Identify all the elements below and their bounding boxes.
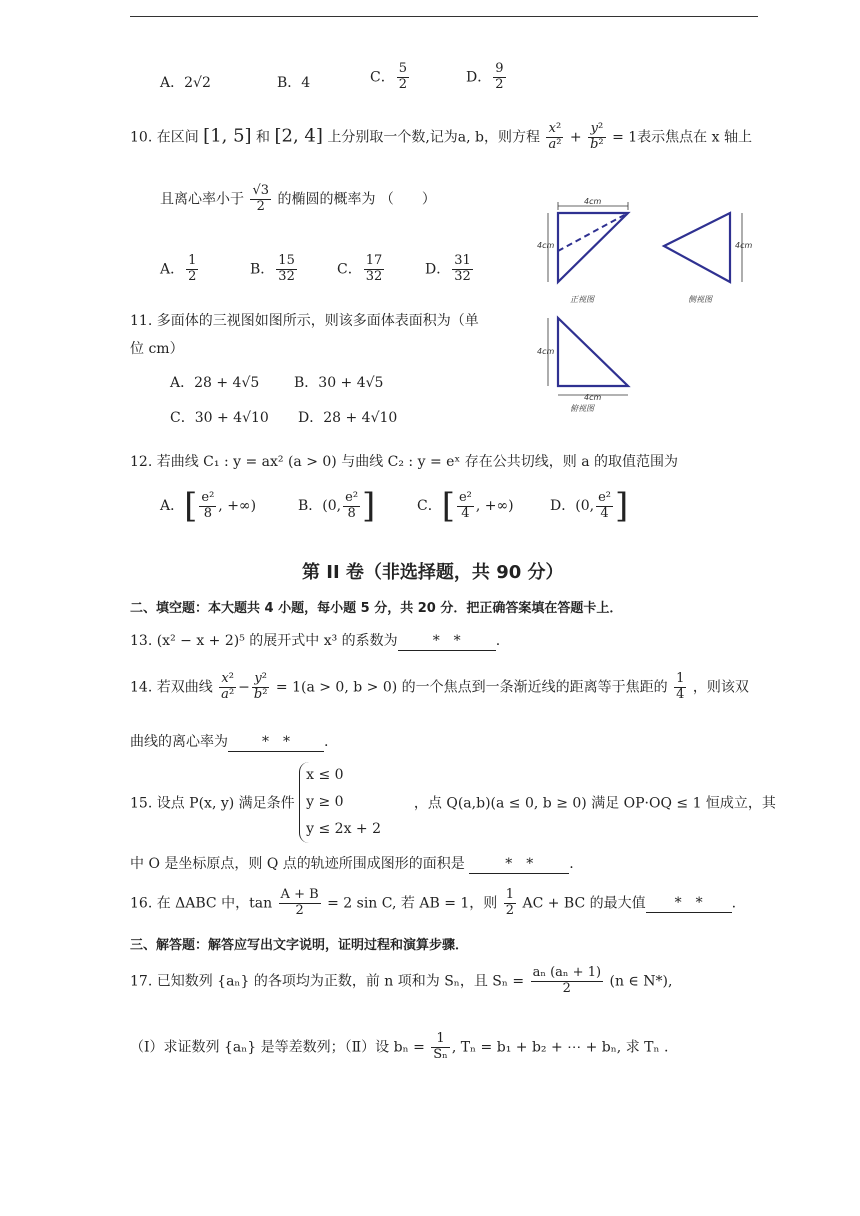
top-view-label: 俯视图 bbox=[570, 404, 594, 413]
q15-answer-blank[interactable]: * * bbox=[469, 853, 569, 874]
q11-option-b: B．30 + 4√5 bbox=[294, 375, 384, 391]
side-view bbox=[664, 213, 752, 304]
q11-stem-line2: 位 cm） bbox=[130, 341, 184, 357]
q12-stem: 12. 若曲线 C₁ : y = ax² (a > 0) 与曲线 C₂ : y = eˣ 存在公共切线，则 a 的取值范围为 bbox=[130, 454, 679, 470]
q10-option-b: B． $\frac{15}{32}$ bbox=[250, 253, 295, 284]
section2-title: 二、填空题：本大题共 4 小题，每小题 5 分，共 20 分．把正确答案填在答题卡上． bbox=[130, 601, 623, 616]
q12-option-a: A．[ $\frac{\text{e²}}{8}$ , +∞) bbox=[160, 486, 257, 526]
q12-option-d: D．(0, $\frac{\text{e²}}{4}$ ] bbox=[550, 486, 629, 526]
q9-option-b: B．4 bbox=[277, 75, 311, 91]
front-view bbox=[537, 197, 628, 304]
q10-stem-line1: 10. 在区间 [1, 5] 和 [2, 4] 上分别取一个数,记为a, b，则方程 $\frac{\text{x²}}{\text{a²}}$ + $\frac{\text{y²}}{\text{b²}}$ = 1表示焦点在 x 轴上 bbox=[130, 121, 752, 152]
top-width-label: 4cm bbox=[584, 393, 602, 402]
q10-option-d: D． $\frac{31}{32}$ bbox=[425, 253, 471, 284]
q12-option-b: B．(0, $\frac{\text{e²}}{8}$ ] bbox=[298, 486, 376, 526]
q9-option-d: D． $\frac{9}{2}$ bbox=[466, 61, 504, 92]
q9-option-c: C． $\frac{5}{2}$ bbox=[370, 61, 407, 92]
header-rule bbox=[130, 16, 758, 17]
q15-line1: 15. 设点 P(x, y) 满足条件 x ≤ 0 y ≥ 0 y ≤ 2x + 2 ，点 Q(a,b)(a ≤ 0, b ≥ 0) 满足 OP·OQ ≤ 1 恒成立，其 bbox=[130, 762, 776, 843]
q17-stem: 17. 已知数列 {aₙ} 的各项均为正数，前 n 项和为 Sₙ，且 Sₙ = $\frac{\text{aₙ (aₙ + 1)}}{2}$ (n ∈ N*), bbox=[130, 965, 673, 996]
q14-line2: 曲线的离心率为 * * . bbox=[130, 731, 328, 752]
front-view-label: 正视图 bbox=[570, 295, 594, 304]
section3-title: 三、解答题：解答应写出文字说明，证明过程和演算步骤． bbox=[130, 938, 469, 953]
q15-line2: 中 O 是坐标原点，则 Q 点的轨迹所围成图形的面积是 * * . bbox=[130, 853, 574, 874]
q10-option-a: A． $\frac{1}{2}$ bbox=[160, 253, 197, 284]
front-height-label: 4cm bbox=[537, 241, 555, 250]
top-height-label: 4cm bbox=[537, 347, 555, 356]
q11-option-a: A．28 + 4√5 bbox=[170, 375, 260, 391]
q12-option-c: C．[ $\frac{\text{e²}}{4}$ , +∞) bbox=[417, 486, 514, 526]
q11-option-d: D．28 + 4√10 bbox=[298, 410, 398, 426]
three-view-figure bbox=[528, 196, 768, 428]
side-height-label: 4cm bbox=[735, 241, 753, 250]
q14-answer-blank[interactable]: * * bbox=[228, 731, 324, 752]
q14-line1: 14. 若双曲线 $\frac{\text{x²}}{\text{a²}}$ − $\frac{\text{y²}}{\text{b²}}$ = 1(a > 0, b > 0) 的一个焦点到一条渐近线的距离等于焦距的 $\frac{1}{4}$ ，则该双 bbox=[130, 671, 749, 702]
q11-stem-line1: 11. 多面体的三视图如图所示，则该多面体表面积为（单 bbox=[130, 313, 479, 329]
q10-option-c: C． $\frac{17}{32}$ bbox=[337, 253, 383, 284]
q11-option-c: C．30 + 4√10 bbox=[170, 410, 269, 426]
q16-answer-blank[interactable]: * * bbox=[646, 892, 732, 913]
front-width-label: 4cm bbox=[584, 197, 602, 206]
q16: 16. 在 ΔABC 中，tan $\frac{A + B}{2}$ = 2 sin C, 若 AB = 1，则 $\frac{1}{2}$ AC + BC 的最大值 * * . bbox=[130, 887, 737, 918]
side-view-label: 侧视图 bbox=[688, 295, 712, 304]
q13-answer-blank[interactable]: * * bbox=[398, 630, 496, 651]
part2-title: 第 II 卷（非选择题，共 90 分） bbox=[302, 562, 564, 583]
q15-conditions: x ≤ 0 y ≥ 0 y ≤ 2x + 2 bbox=[299, 762, 381, 843]
q9-option-a: A．2√2 bbox=[160, 75, 211, 91]
q17-parts: （Ⅰ）求证数列 {aₙ} 是等差数列；（Ⅱ）设 bₙ = $\frac{1}{\text{Sₙ}}$ , Tₙ = b₁ + b₂ + ⋯ + bₙ, 求 Tₙ . bbox=[130, 1031, 669, 1062]
q10-stem-line2: 且离心率小于 $\frac{√3}{2}$ 的椭圆的概率为 （ ） bbox=[160, 183, 436, 214]
top-view bbox=[537, 318, 628, 413]
q13: 13. (x² − x + 2)⁵ 的展开式中 x³ 的系数为 * * . bbox=[130, 630, 500, 651]
